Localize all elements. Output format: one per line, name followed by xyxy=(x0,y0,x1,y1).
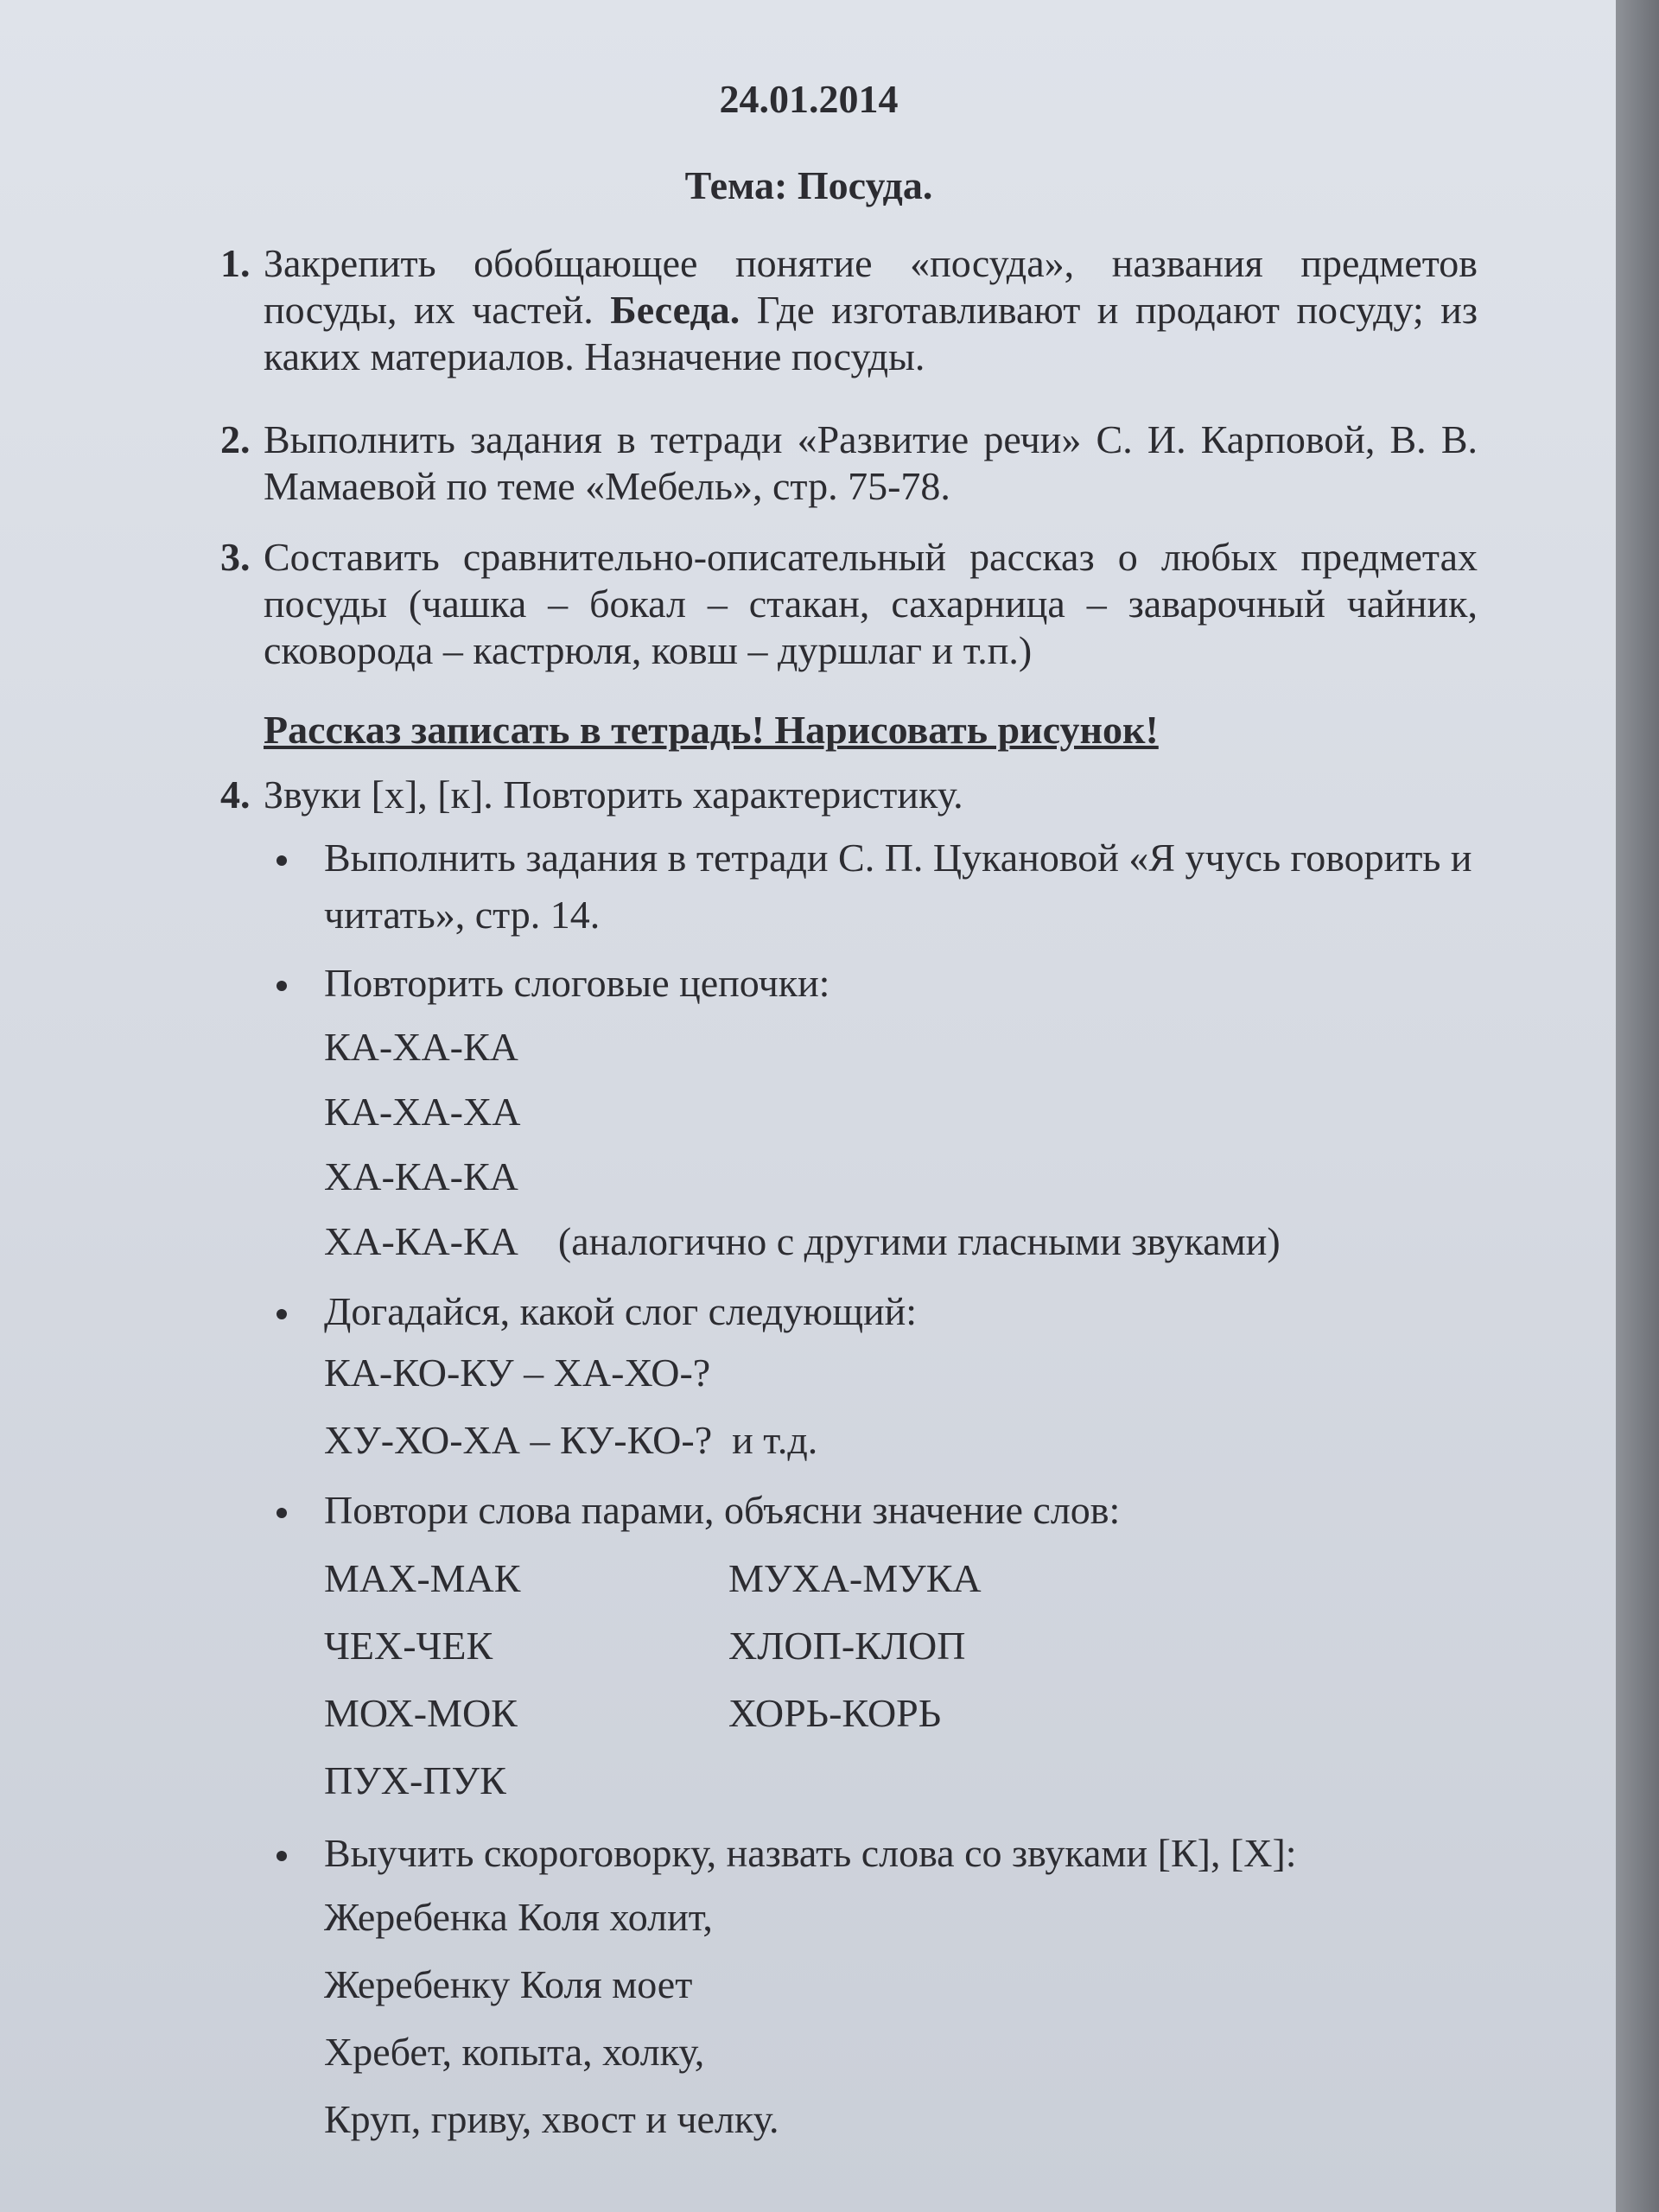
syllable-chain: КА-ХА-КА xyxy=(324,1025,518,1069)
bullet-icon xyxy=(276,981,287,991)
word-pair: ХОРЬ-КОРЬ xyxy=(728,1691,942,1735)
item-text: Выполнить задания в тетради «Развитие речи» С. И. Карповой, В. В. Мамаевой по теме «Мебель», стр. 75-78. xyxy=(264,417,1478,508)
background-surface xyxy=(1616,0,1659,2212)
item-number: 3. xyxy=(220,535,251,579)
word-pair: МУХА-МУКА xyxy=(728,1556,982,1600)
task-item-4 xyxy=(220,772,1478,818)
document-topic: Тема: Посуда. xyxy=(684,163,933,207)
tongue-twister-line: Хребет, копыта, холку, xyxy=(324,2030,705,2074)
task-item-1 xyxy=(220,240,1478,380)
word-pair: ХЛОП-КЛОП xyxy=(728,1624,966,1668)
syllable-chain: ХА-КА-КА (аналогично с другими гласными звуками) xyxy=(324,1219,1281,1263)
item-number: 4. xyxy=(220,772,251,817)
bullet-text: Выучить скороговорку, назвать слова со звуками [К], [Х]: xyxy=(324,1831,1297,1875)
bullet-icon xyxy=(276,1508,287,1518)
word-pair: МОХ-МОК xyxy=(324,1691,518,1735)
item-number: 2. xyxy=(220,417,251,461)
item-text: Звуки [х], [к]. Повторить характеристику. xyxy=(264,772,963,817)
bullet-text: Выполнить задания в тетради С. П. Цукановой «Я учусь говорить и читать», стр. 14. xyxy=(324,836,1472,937)
bullet-icon xyxy=(276,1309,287,1319)
emphasis-line: Рассказ записать в тетрадь! Нарисовать рисунок! xyxy=(264,708,1159,752)
item-number: 1. xyxy=(220,241,251,285)
guess-line: КА-КО-КУ – ХА-ХО-? xyxy=(324,1351,711,1395)
word-pair: ПУХ-ПУК xyxy=(324,1758,506,1802)
tongue-twister-line: Жеребенка Коля холит, xyxy=(324,1895,713,1939)
word-pair: ЧЕХ-ЧЕК xyxy=(324,1624,493,1668)
item-text: Составить сравнительно-описательный рассказ о любых предметах посуды (чашка – бокал – стакан, сахарница – заварочный чайник, сковорода – кастрюля, ковш – дуршлаг и т.п.) xyxy=(264,535,1478,672)
item-text: Закрепить обобщающее понятие «посуда», названия предметов посуды, их частей. Беседа. Где изготавливают и продают посуду; из каких материалов. Назначение посуды. xyxy=(264,241,1478,378)
bullet-icon xyxy=(276,1851,287,1861)
word-pair: МАХ-МАК xyxy=(324,1556,521,1600)
task-item-2 xyxy=(220,416,1478,510)
bullet-text: Повтори слова парами, объясни значение слов: xyxy=(324,1488,1121,1532)
syllable-chain: ХА-КА-КА xyxy=(324,1154,518,1198)
guess-line: ХУ-ХО-ХА – КУ-КО-? и т.д. xyxy=(324,1418,818,1462)
tongue-twister-line: Круп, гриву, хвост и челку. xyxy=(324,2097,779,2141)
task-item-3 xyxy=(220,534,1478,674)
document-date: 24.01.2014 xyxy=(719,77,899,121)
tongue-twister-line: Жеребенку Коля моет xyxy=(324,1962,693,2006)
bullet-text: Догадайся, какой слог следующий: xyxy=(324,1289,918,1333)
bullet-icon xyxy=(276,855,287,866)
bold-word: Беседа. xyxy=(610,288,741,332)
syllable-chain: КА-ХА-ХА xyxy=(324,1090,521,1134)
bullet-text: Повторить слоговые цепочки: xyxy=(324,961,830,1005)
